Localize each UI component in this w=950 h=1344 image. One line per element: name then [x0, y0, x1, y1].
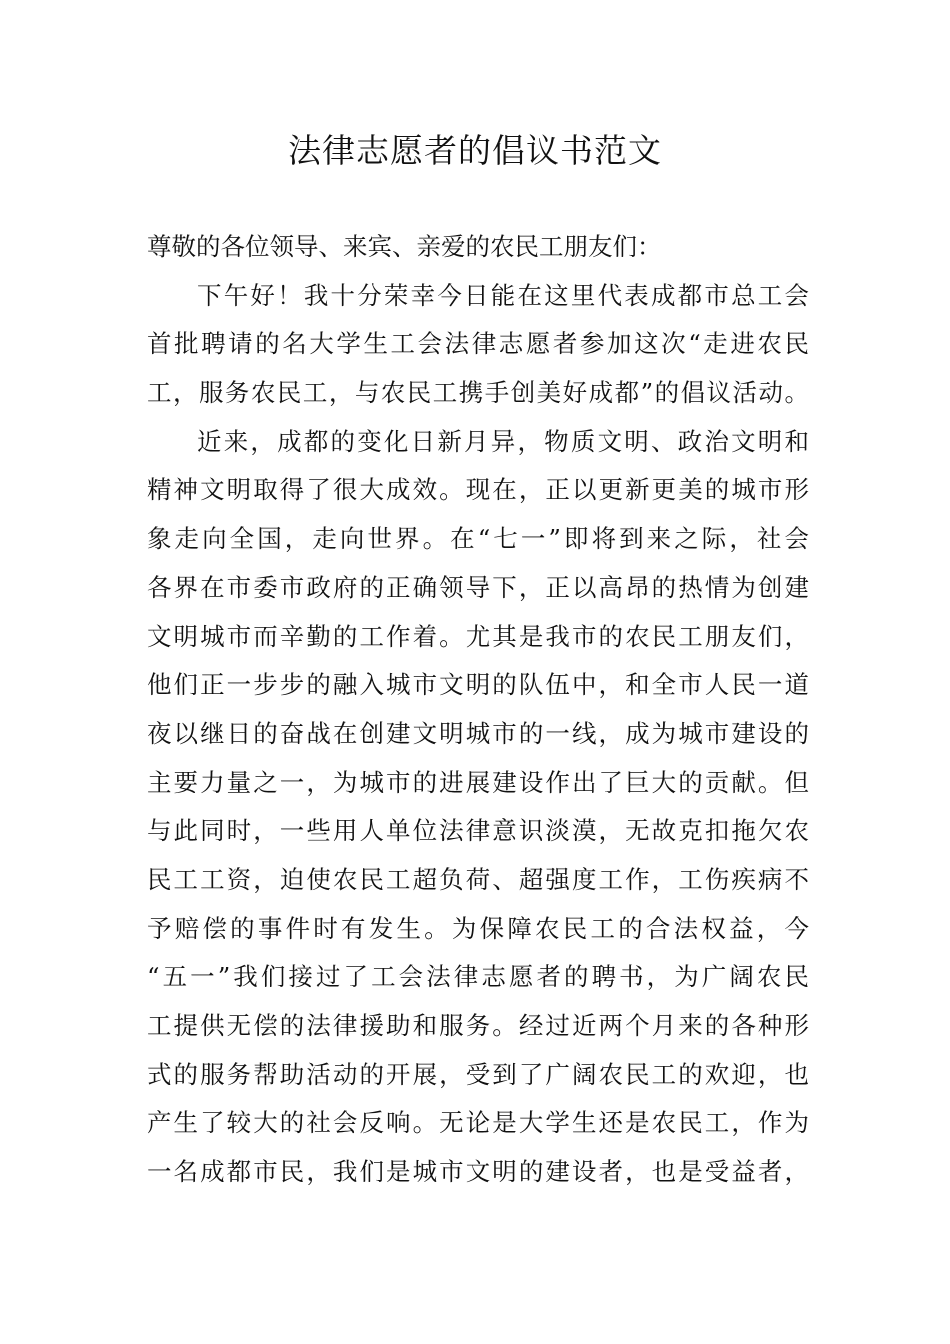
- paragraph-line: 一名成都市民，我们是城市文明的建设者，也是受益者，: [147, 1157, 809, 1187]
- paragraph-line: 近来，成都的变化日新月异，物质文明、政治文明和: [197, 426, 809, 456]
- paragraph-line: 各界在市委市政府的正确领导下，正以高昂的热情为创建: [147, 572, 809, 602]
- document-body: [147, 223, 809, 1197]
- paragraph-line: 式的服务帮助活动的开展，受到了广阔农民工的欢迎，也: [147, 1059, 809, 1089]
- document-title: 法律志愿者的倡议书范文: [288, 131, 662, 170]
- paragraph-line: 他们正一步步的融入城市文明的队伍中，和全市人民一道: [147, 670, 809, 700]
- paragraph-line: 首批聘请的名大学生工会法律志愿者参加这次“走进农民: [147, 329, 809, 359]
- paragraph-line: 工，服务农民工，与农民工携手创美好成都”的倡议活动。: [147, 378, 809, 408]
- paragraph-line: 主要力量之一，为城市的进展建设作出了巨大的贡献。但: [147, 767, 809, 797]
- paragraph-line: 予赔偿的事件时有发生。为保障农民工的合法权益，今: [147, 913, 809, 943]
- paragraph-line: 夜以继日的奋战在创建文明城市的一线，成为城市建设的: [147, 718, 809, 748]
- paragraph-line: 文明城市而辛勤的工作着。尤其是我市的农民工朋友们，: [147, 621, 809, 651]
- paragraph-line: “五一”我们接过了工会法律志愿者的聘书，为广阔农民: [147, 962, 809, 992]
- paragraph-line: 与此同时，一些用人单位法律意识淡漠，无故克扣拖欠农: [147, 816, 809, 846]
- paragraph-line: 产生了较大的社会反响。无论是大学生还是农民工，作为: [147, 1108, 809, 1138]
- paragraph-line: 工提供无偿的法律援助和服务。经过近两个月来的各种形: [147, 1011, 809, 1040]
- paragraph-line: 象走向全国，走向世界。在“七一”即将到来之际，社会: [147, 524, 809, 554]
- paragraph-line: 下午好！我十分荣幸今日能在这里代表成都市总工会: [197, 280, 809, 310]
- salutation-line: 尊敬的各位领导、来宾、亲爱的农民工朋友们：: [147, 232, 662, 261]
- paragraph-line: 民工工资，迫使农民工超负荷、超强度工作，工伤疾病不: [147, 864, 809, 894]
- paragraph-line: 精神文明取得了很大成效。现在，正以更新更美的城市形: [147, 475, 809, 505]
